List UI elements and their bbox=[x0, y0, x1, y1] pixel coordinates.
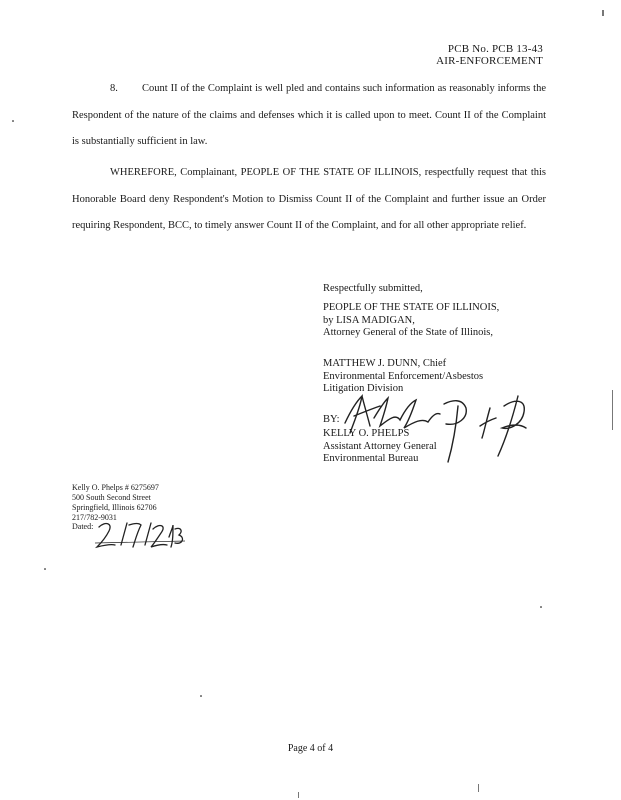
scan-speck bbox=[540, 606, 542, 608]
paragraph-8 bbox=[72, 76, 546, 156]
address-line-1: Kelly O. Phelps # 6275697 bbox=[72, 483, 159, 492]
by-label: BY: bbox=[323, 414, 340, 425]
scan-speck bbox=[12, 120, 14, 122]
signer-bureau: Environmental Bureau bbox=[323, 453, 419, 464]
case-number: PCB No. PCB 13-43 bbox=[447, 43, 543, 55]
signer-title: Assistant Attorney General bbox=[323, 440, 437, 452]
attorney-general-block bbox=[323, 302, 499, 340]
address-line-3: Springfield, Illinois 62706 bbox=[72, 503, 157, 512]
scan-edge-mark bbox=[612, 390, 613, 430]
page-number: Page 4 of 4 bbox=[287, 743, 334, 754]
wherefore-text: WHEREFORE, Complainant, PEOPLE OF THE STATE OF ILLINOIS, respectfully request that this Honorable Board deny Respondent's Motion to Dismiss Count II of the Complaint and further issue an Order requiring Respondent, BCC, to timely answer Count II of the Complaint, and for all other appropriate relief. bbox=[72, 167, 546, 231]
dunn-name-line: MATTHEW J. DUNN, Chief bbox=[323, 358, 447, 369]
dated-label: Dated: bbox=[72, 522, 94, 531]
address-block bbox=[72, 483, 159, 523]
scan-speck bbox=[602, 10, 604, 16]
respectfully-submitted: Respectfully submitted, bbox=[323, 283, 423, 294]
scan-speck bbox=[44, 568, 46, 570]
dunn-dept-line: Environmental Enforcement/Asbestos bbox=[323, 370, 484, 382]
people-line: PEOPLE OF THE STATE OF ILLINOIS, bbox=[323, 302, 500, 313]
paragraph-number: 8. bbox=[110, 83, 118, 94]
wherefore-paragraph bbox=[72, 160, 546, 240]
handwritten-date bbox=[95, 519, 185, 549]
madigan-line: by LISA MADIGAN, bbox=[323, 314, 415, 326]
dunn-division-line: Litigation Division bbox=[323, 383, 404, 394]
case-header bbox=[436, 43, 543, 67]
scan-speck bbox=[478, 784, 479, 792]
signer-name: KELLY O. PHELPS bbox=[323, 428, 410, 439]
handwritten-signature bbox=[340, 378, 550, 468]
scan-speck bbox=[200, 695, 202, 697]
scan-speck bbox=[298, 792, 299, 798]
paragraph-8-text: Count II of the Complaint is well pled and contains such information as reasonably informs the Respondent of the nature of the claims and defenses which it is called upon to meet. Count II of the Complaint is substantially sufficient in law. bbox=[72, 83, 546, 147]
address-line-4: 217/782-9031 bbox=[72, 513, 117, 522]
address-line-2: 500 South Second Street bbox=[72, 493, 151, 502]
ag-title-line: Attorney General of the State of Illinois, bbox=[323, 327, 493, 338]
division-label: AIR-ENFORCEMENT bbox=[436, 55, 543, 67]
